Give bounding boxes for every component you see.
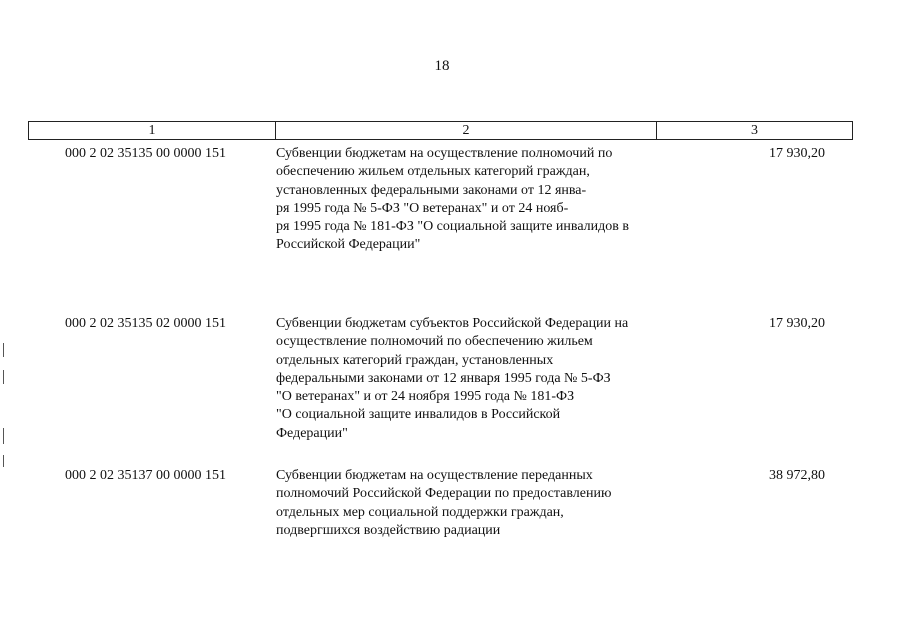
page-number: 18 [434,58,450,74]
description-line: Субвенции бюджетам субъектов Российской Федерации на [276,316,629,331]
scan-margin-mark [3,455,4,467]
row-description [276,467,666,540]
description-line: "О социальной защите инвалидов в Российской [276,407,561,423]
description-line: Федерации" [276,425,348,441]
row-amount: 38 972,80 [769,468,825,483]
header-col-1: 1 [29,122,276,139]
description-line: осуществление полномочий по обеспечению жильем [276,334,593,350]
scan-margin-mark [3,370,4,384]
description-line: федеральными законами от 12 января 1995 года № 5-ФЗ [276,370,611,386]
description-line: подвергшихся воздействию радиации [276,522,501,538]
header-col-3: 3 [751,123,758,138]
header-col-2: 2 [276,122,657,139]
description-line: отдельных мер социальной поддержки граждан, [276,504,564,520]
description-line: отдельных категорий граждан, установленных [276,352,554,368]
row-description [276,315,666,443]
row-amount: 17 930,20 [769,316,825,331]
description-line: Российской Федерации" [276,237,421,253]
row-code: 000 2 02 35135 02 0000 151 [65,316,226,331]
table-header [28,121,853,140]
description-line: "О ветеранах" и от 24 ноября 1995 года № 181-ФЗ [276,389,575,405]
description-line: установленных федеральными законами от 12 янва- [276,182,587,198]
scan-margin-mark [3,428,4,444]
description-line: Субвенции бюджетам на осуществление переданных [276,468,593,483]
description-line: полномочий Российской Федерации по предоставлению [276,486,612,502]
description-line: ря 1995 года № 5-ФЗ "О ветеранах" и от 24 нояб- [276,200,569,216]
row-description [276,145,666,255]
description-line: ря 1995 года № 181-ФЗ "О социальной защите инвалидов в [276,219,629,235]
row-amount: 17 930,20 [769,146,825,161]
row-code: 000 2 02 35137 00 0000 151 [65,468,226,483]
description-line: Субвенции бюджетам на осуществление полномочий по [276,146,613,161]
scan-margin-mark [3,343,4,357]
description-line: обеспечению жильем отдельных категорий граждан, [276,164,590,180]
row-code: 000 2 02 35135 00 0000 151 [65,146,226,161]
